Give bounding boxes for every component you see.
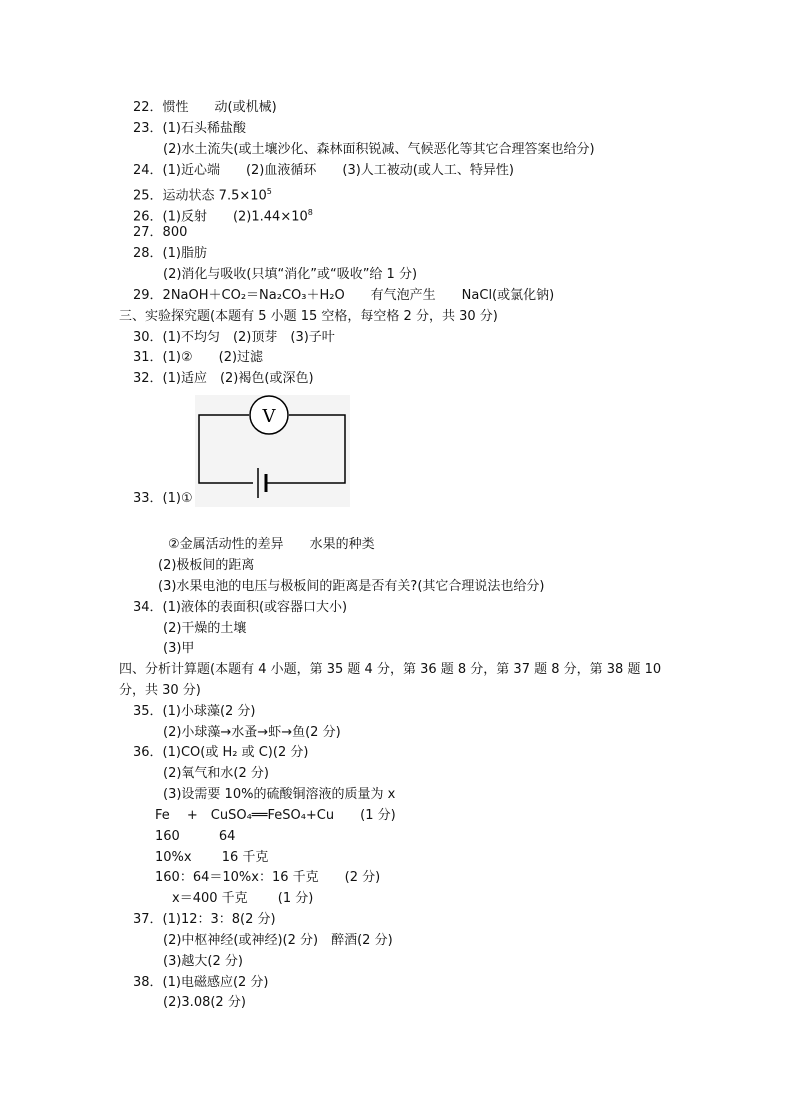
answer-28: 28．(1)脂肪 — [133, 246, 207, 261]
answer-32: 32．(1)适应 (2)褐色(或深色) — [133, 371, 314, 386]
answer-34-part3: (3)甲 — [163, 641, 195, 656]
answer-22: 22．惯性 动(或机械) — [133, 100, 277, 115]
answer-38-part2: (2)3.08(2 分) — [163, 995, 246, 1010]
equation-line: Fe + CuSO₄══FeSO₄+Cu (1 分) — [155, 808, 396, 823]
answer-27: 27．800 — [133, 225, 188, 240]
answer-23-part2: (2)水土流失(或土壤沙化、森林面积锐减、气候恶化等其它合理答案也给分) — [163, 142, 595, 157]
voltmeter-label: V — [262, 406, 276, 427]
answer-33: 33．(1)① — [133, 491, 193, 506]
section-4-heading: 四、分析计算题(本题有 4 小题，第 35 题 4 分，第 36 题 8 分，第 37 题 8 分，第 38 题 10 — [119, 662, 662, 677]
answer-36: 36．(1)CO(或 H₂ 或 C)(2 分) — [133, 745, 309, 760]
answer-36-part3: (3)设需要 10%的硫酸铜溶液的质量为 x — [163, 787, 396, 802]
answer-37-part2: (2)中枢神经(或神经)(2 分) 醉酒(2 分) — [163, 933, 393, 948]
answer-35: 35．(1)小球藻(2 分) — [133, 704, 256, 719]
answer-28-part2: (2)消化与吸收(只填“消化”或“吸收”给 1 分) — [163, 267, 418, 282]
proportion-line: 160：64＝10%x：16 千克 (2 分) — [155, 870, 381, 885]
answer-33-part2: (2)极板间的距离 — [158, 558, 255, 573]
answer-26: 26．(1)反射 $(2)1.44\times 10^8$ — [133, 208, 313, 225]
answer-34: 34．(1)液体的表面积(或容器口大小) — [133, 600, 348, 615]
answer-35-part2: (2)小球藻→水蚤→虾→鱼(2 分) — [163, 725, 341, 740]
result-line: x＝400 千克 (1 分) — [172, 891, 314, 906]
answer-36-part2: (2)氧气和水(2 分) — [163, 766, 269, 781]
answer-33-part1b: ②金属活动性的差异 水果的种类 — [168, 537, 375, 552]
molar-mass-line: 160 64 — [155, 829, 236, 844]
answer-31: 31．(1)② (2)过滤 — [133, 350, 264, 365]
answer-37-part3: (3)越大(2 分) — [163, 954, 243, 969]
circuit-diagram — [195, 395, 350, 507]
section-4-heading-cont: 分，共 30 分) — [119, 683, 201, 698]
answer-23: 23．(1)石头稀盐酸 — [133, 121, 246, 136]
answer-25: 25．运动状态 $7.5\times 10^5$ — [133, 187, 272, 204]
mass-line: 10%x 16 千克 — [155, 850, 269, 865]
answer-33-part3: (3)水果电池的电压与极板间的距离是否有关?(其它合理说法也给分) — [158, 579, 545, 594]
answer-29: 29．2NaOH＋CO₂＝Na₂CO₃＋H₂O 有气泡产生 NaCl(或氯化钠) — [133, 288, 555, 303]
answer-37: 37．(1)12：3：8(2 分) — [133, 912, 276, 927]
section-3-heading: 三、实验探究题(本题有 5 小题 15 空格，每空格 2 分，共 30 分) — [119, 309, 498, 324]
answer-30: 30．(1)不均匀 (2)顶芽 (3)子叶 — [133, 330, 335, 345]
answer-24: 24．(1)近心端 (2)血液循环 (3)人工被动(或人工、特异性) — [133, 163, 514, 178]
answer-38: 38．(1)电磁感应(2 分) — [133, 975, 269, 990]
answer-34-part2: (2)干燥的土壤 — [163, 621, 247, 636]
